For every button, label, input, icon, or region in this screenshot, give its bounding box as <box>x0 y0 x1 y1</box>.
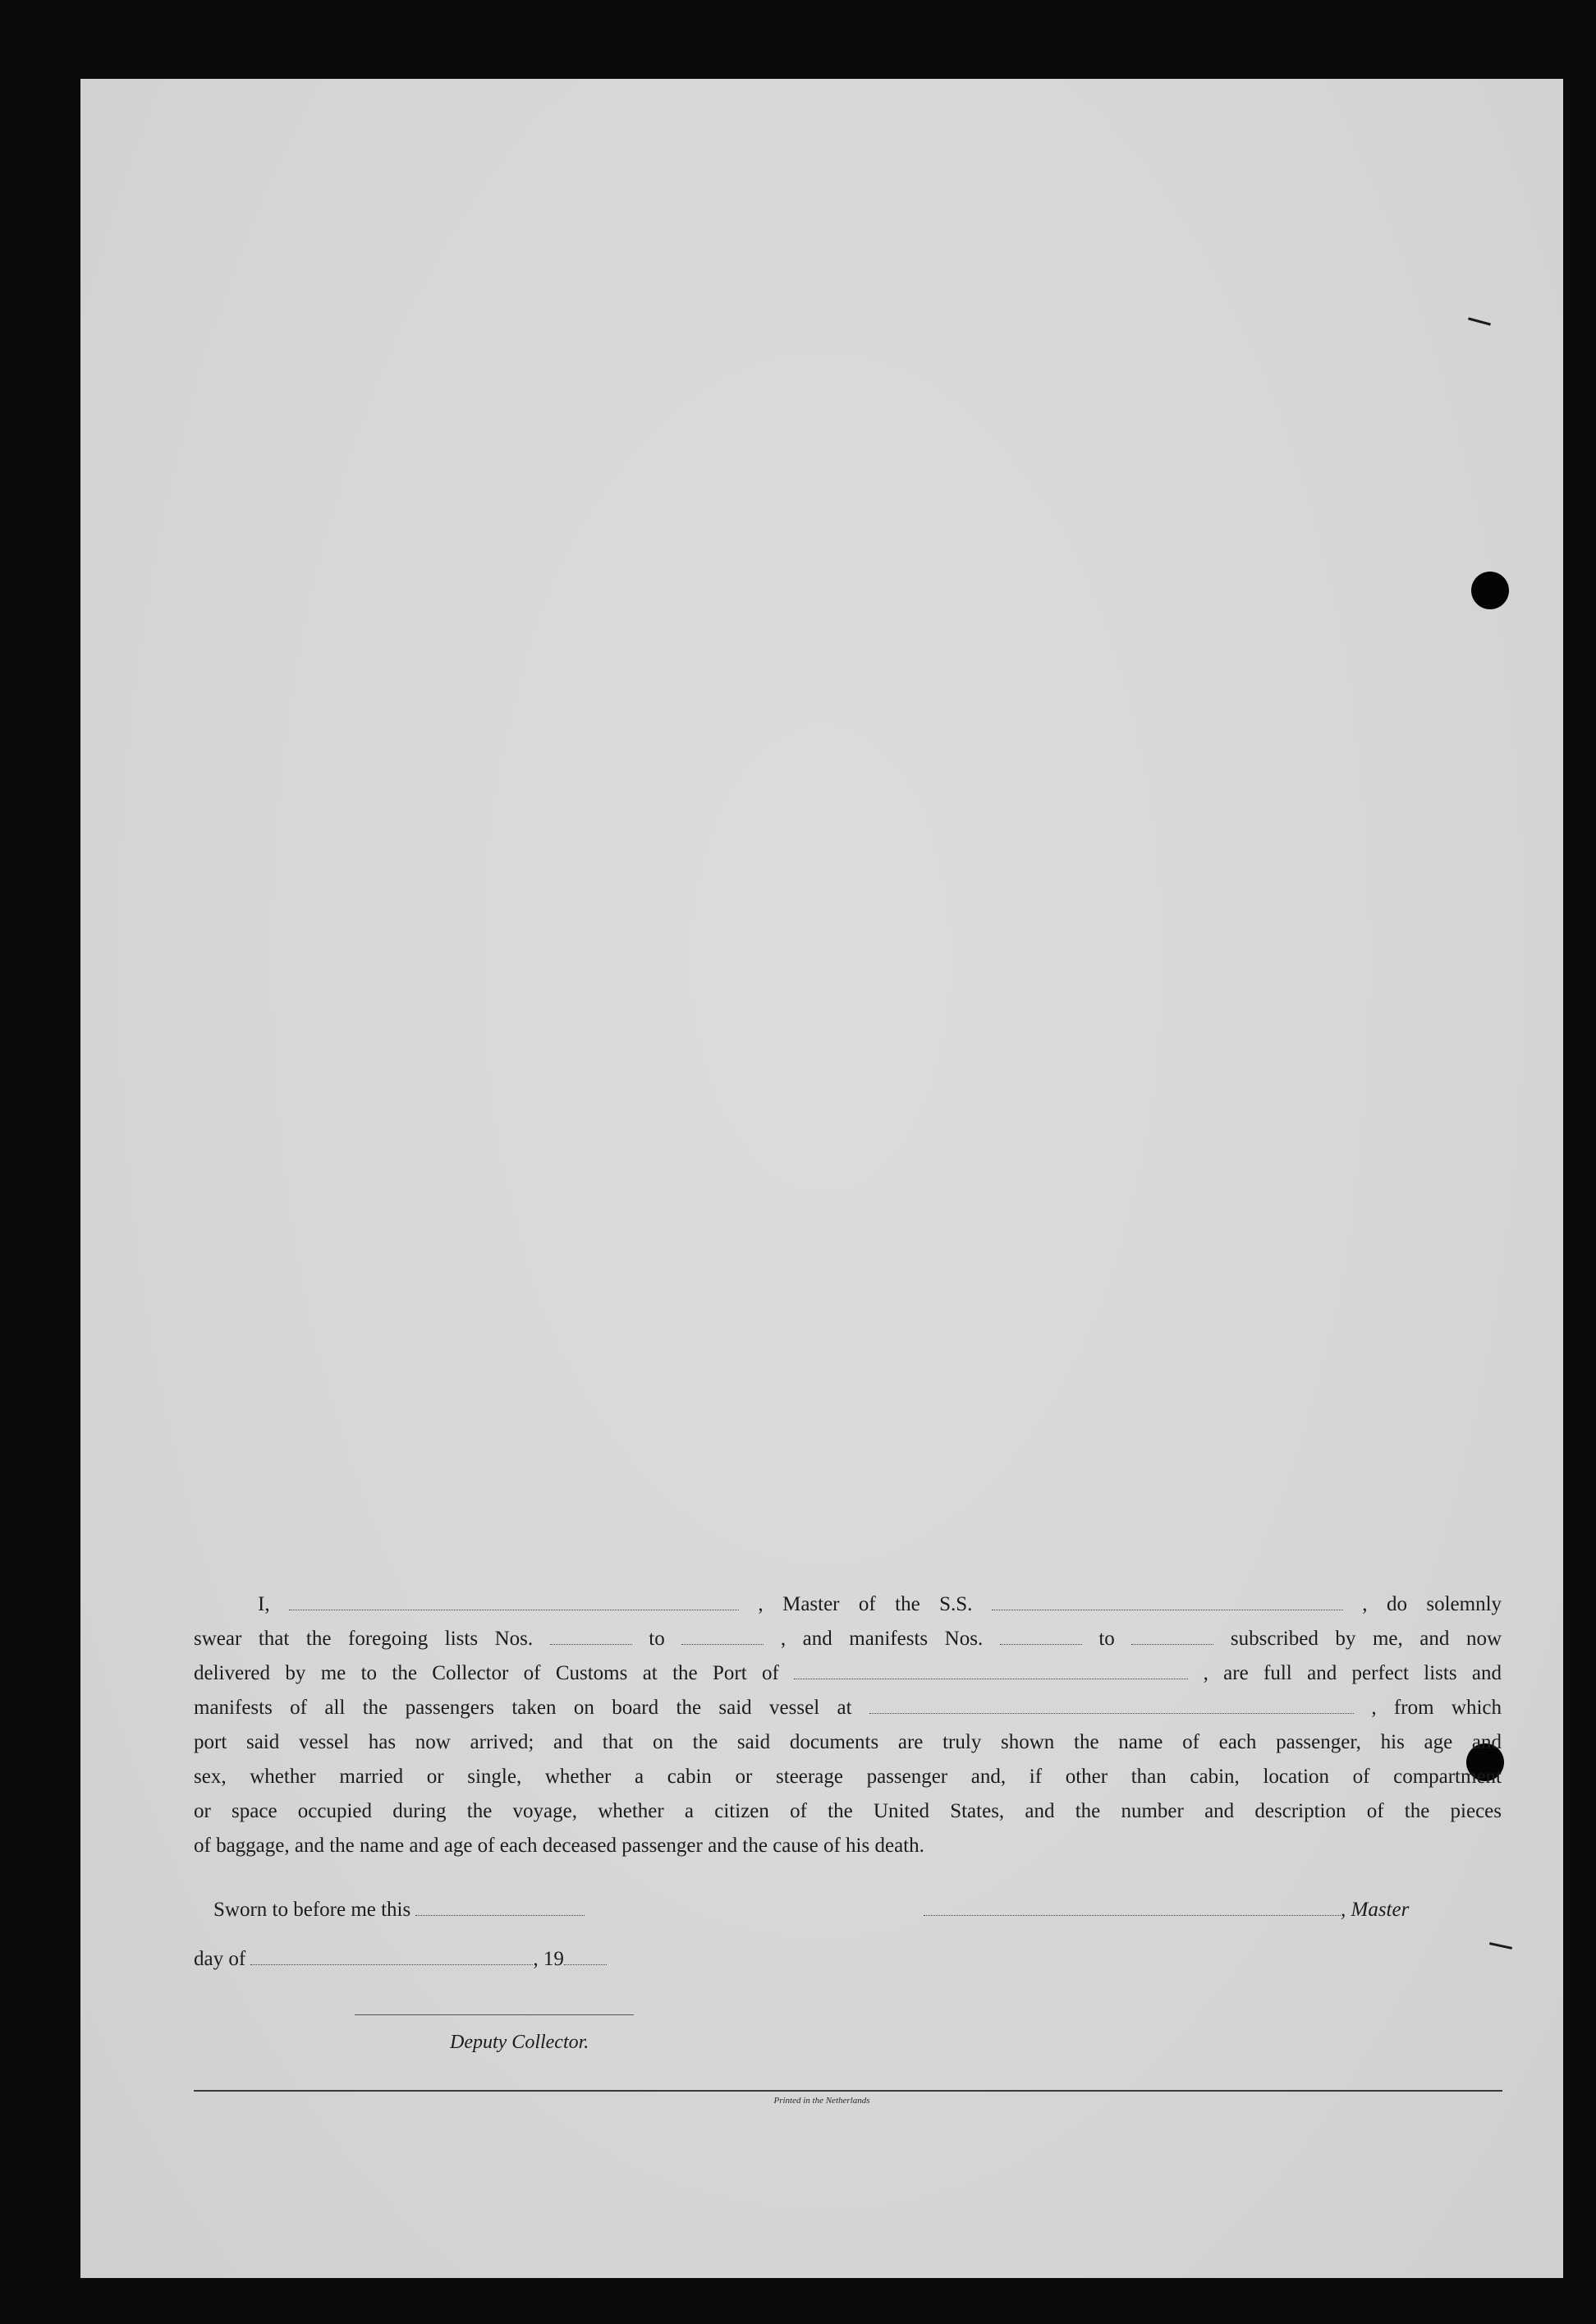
day-label: day of <box>194 1948 246 1970</box>
oath-text: swear that the foregoing lists Nos. <box>194 1628 534 1650</box>
edge-mark <box>1468 317 1491 325</box>
year-blank <box>564 1943 607 1965</box>
sworn-line <box>213 1894 585 1922</box>
oath-text: , from which <box>1371 1697 1502 1719</box>
oath-line <box>194 1794 1502 1829</box>
edge-mark <box>1489 1942 1512 1950</box>
punch-hole <box>1471 572 1509 609</box>
vessel-name-blank <box>992 1588 1343 1610</box>
oath-text: , do solemnly <box>1362 1593 1502 1615</box>
oath-text: manifests of all the passengers taken on board the said vessel at <box>194 1697 852 1719</box>
date-line <box>194 1943 607 1971</box>
oath-text: , are full and perfect lists and <box>1203 1662 1502 1684</box>
oath-text: or space occupied during the voyage, whether a citizen of the United States, and the number and description of the pieces <box>194 1800 1502 1822</box>
port-blank <box>794 1657 1188 1679</box>
oath-text: subscribed by me, and now <box>1230 1628 1502 1650</box>
sworn-label: Sworn to before me this <box>213 1899 411 1921</box>
month-blank <box>250 1943 533 1965</box>
master-signature-blank <box>924 1894 1341 1916</box>
oath-text: I, <box>258 1593 270 1615</box>
oath-line <box>194 1725 1502 1760</box>
oath-paragraph <box>194 1587 1502 1863</box>
oath-text: port said vessel has now arrived; and that on the said documents are truly shown the name of each passenger, his age and <box>194 1731 1502 1753</box>
oath-line <box>194 1691 1502 1725</box>
oath-text: , Master of the S.S. <box>758 1593 973 1615</box>
oath-line <box>194 1622 1502 1656</box>
list-to-blank <box>681 1623 764 1645</box>
master-name-blank <box>289 1588 739 1610</box>
oath-text: delivered by me to the Collector of Customs at the Port of <box>194 1662 779 1684</box>
manifest-from-blank <box>1000 1623 1082 1645</box>
embark-port-blank <box>869 1692 1354 1714</box>
deputy-signature-line <box>355 2014 634 2015</box>
oath-line <box>194 1829 1502 1863</box>
oath-line <box>194 1656 1502 1691</box>
oath-text: sex, whether married or single, whether a cabin or steerage passenger and, if other than cabin, location of compartment <box>194 1766 1502 1788</box>
document-page <box>80 79 1563 2278</box>
oath-text: to <box>649 1628 665 1650</box>
footer-rule <box>194 2090 1502 2092</box>
oath-line <box>194 1587 1502 1622</box>
oath-line <box>194 1760 1502 1794</box>
bleed-through-text <box>253 158 680 273</box>
master-signature-line <box>924 1894 1409 1922</box>
manifest-to-blank <box>1131 1623 1213 1645</box>
sworn-day-blank <box>415 1894 585 1916</box>
oath-text: to <box>1098 1628 1115 1650</box>
list-from-blank <box>550 1623 632 1645</box>
deputy-collector-label: Deputy Collector. <box>450 2032 589 2053</box>
printed-note: Printed in the Netherlands <box>773 2096 870 2106</box>
master-suffix: , Master <box>1341 1899 1410 1921</box>
oath-text: of baggage, and the name and age of each deceased passenger and the cause of his death. <box>194 1835 924 1857</box>
oath-text: , and manifests Nos. <box>780 1628 984 1650</box>
year-prefix: , 19 <box>533 1948 564 1970</box>
